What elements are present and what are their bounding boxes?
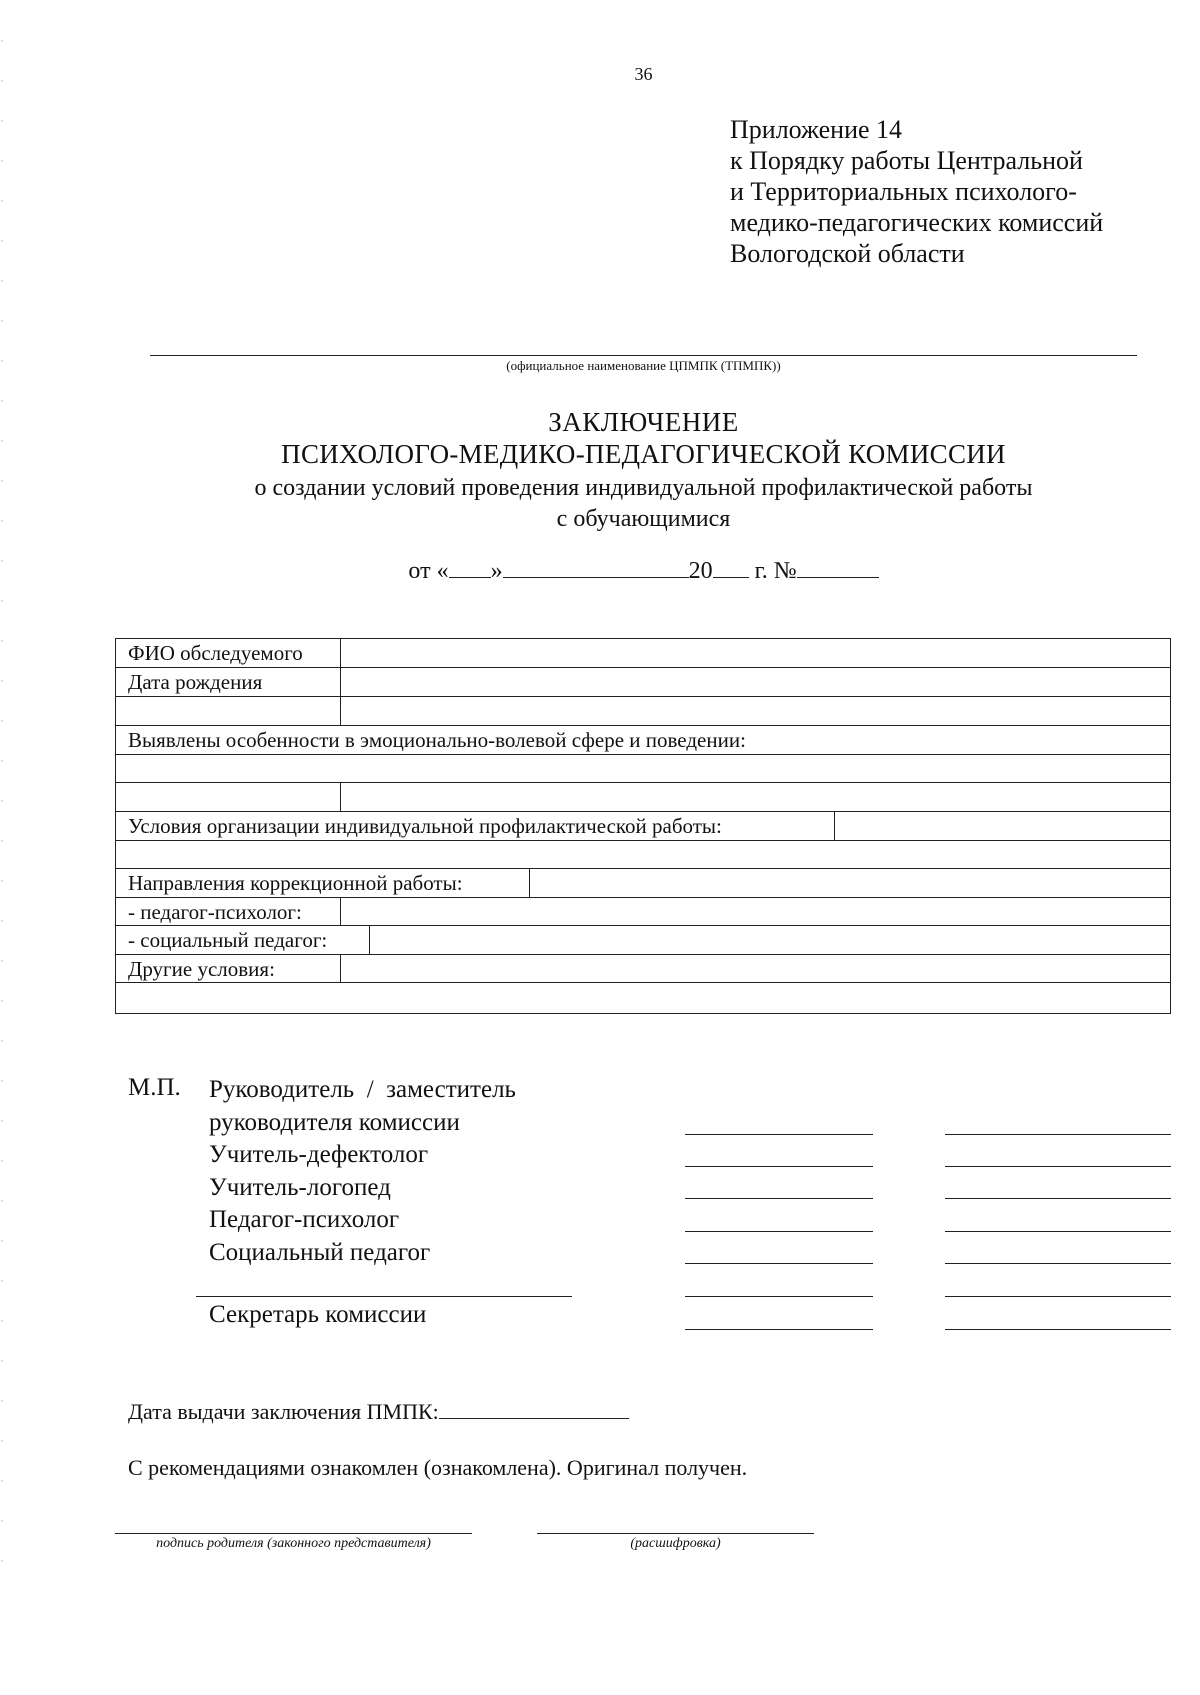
conditions-extra-field[interactable] bbox=[116, 841, 1170, 868]
issue-date-label: Дата выдачи заключения ПМПК: bbox=[128, 1399, 439, 1424]
signature-decoding-line[interactable] bbox=[945, 1134, 1171, 1135]
birth-date-label: Дата рождения bbox=[128, 670, 263, 694]
fio-label: ФИО обследуемого bbox=[128, 641, 303, 665]
signature-decoding-line[interactable] bbox=[945, 1329, 1171, 1330]
other-conditions-extra-field[interactable] bbox=[116, 983, 1170, 1012]
table-row bbox=[116, 755, 1170, 783]
directions-label: Направления коррекционной работы: bbox=[128, 871, 463, 895]
issue-date-row bbox=[128, 1396, 629, 1425]
signature-decoding-line[interactable] bbox=[945, 1166, 1171, 1167]
title-line-2: ПСИХОЛОГО-МЕДИКО-ПЕДАГОГИЧЕСКОЙ КОМИССИИ bbox=[281, 439, 1006, 469]
signature-line[interactable] bbox=[685, 1198, 873, 1199]
role-head-cont: руководителя комиссии bbox=[209, 1108, 460, 1136]
signature-line[interactable] bbox=[685, 1296, 873, 1297]
conditions-label: Условия организации индивидуальной профилактической работы: bbox=[128, 814, 722, 838]
signature-line[interactable] bbox=[685, 1166, 873, 1167]
role-social-pedagogue: Социальный педагог bbox=[209, 1238, 431, 1266]
signature-decoding-line[interactable] bbox=[945, 1198, 1171, 1199]
social-pedagogue-field[interactable] bbox=[369, 926, 1170, 954]
signature-line[interactable] bbox=[685, 1263, 873, 1264]
parent-signature-caption: подпись родителя (законного представителя) bbox=[156, 1536, 431, 1551]
decoding-line[interactable] bbox=[537, 1533, 814, 1534]
role-head: Руководитель / заместитель bbox=[209, 1076, 516, 1103]
title-line-3: о создании условий проведения индивидуальной профилактической работы bbox=[254, 475, 1033, 501]
blank-cell[interactable] bbox=[116, 783, 340, 811]
conditions-field[interactable] bbox=[834, 812, 1170, 840]
signature-line[interactable] bbox=[685, 1329, 873, 1330]
table-row bbox=[116, 639, 1170, 668]
parent-signature-line[interactable] bbox=[115, 1533, 472, 1534]
appendix-line: к Порядку работы Центральной bbox=[730, 146, 1083, 175]
role-secretary: Секретарь комиссии bbox=[209, 1301, 427, 1328]
table-row bbox=[116, 926, 1170, 955]
table-row bbox=[116, 955, 1170, 983]
table-row bbox=[116, 697, 1170, 726]
number-label: г. № bbox=[754, 558, 797, 584]
stamp-label: М.П. bbox=[128, 1074, 181, 1101]
table-row bbox=[116, 726, 1170, 755]
secretary-separator bbox=[196, 1296, 572, 1297]
page-number: 36 bbox=[634, 64, 653, 84]
document-title bbox=[150, 406, 1137, 535]
scan-margin-artifact bbox=[0, 0, 6, 1695]
features-label: Выявлены особенности в эмоционально-волевой сфере и поведении: bbox=[128, 728, 746, 752]
org-name-caption: (официальное наименование ЦПМПК (ТПМПК)) bbox=[506, 358, 781, 373]
acknowledgement-text: С рекомендациями ознакомлен (ознакомлена). Оригинал получен. bbox=[128, 1455, 748, 1480]
appendix-line: Приложение 14 bbox=[730, 115, 903, 144]
year-prefix: 20 bbox=[688, 558, 713, 584]
title-line-1: ЗАКЛЮЧЕНИЕ bbox=[548, 407, 739, 437]
psychologist-label: - педагог-психолог: bbox=[128, 900, 302, 924]
role-psychologist: Педагог-психолог bbox=[209, 1206, 400, 1233]
features-field[interactable] bbox=[116, 755, 1170, 782]
issue-date-field[interactable] bbox=[439, 1396, 629, 1419]
date-from-label: от « bbox=[408, 558, 449, 584]
signature-decoding-line[interactable] bbox=[945, 1296, 1171, 1297]
appendix-line: Вологодской области bbox=[730, 239, 965, 268]
appendix-line: медико-педагогических комиссий bbox=[730, 208, 1104, 237]
table-row bbox=[116, 783, 1170, 812]
birth-date-field[interactable] bbox=[340, 668, 1170, 696]
table-row bbox=[116, 812, 1170, 841]
psychologist-field[interactable] bbox=[340, 898, 1170, 925]
year-field[interactable] bbox=[713, 555, 749, 578]
blank-cell[interactable] bbox=[116, 697, 340, 725]
conclusion-form-table bbox=[115, 638, 1171, 1014]
fio-field[interactable] bbox=[340, 639, 1170, 667]
role-speech-therapist: Учитель-логопед bbox=[209, 1173, 391, 1201]
social-pedagogue-label: - социальный педагог: bbox=[128, 928, 328, 952]
signature-line[interactable] bbox=[685, 1231, 873, 1232]
org-name-field[interactable] bbox=[150, 355, 1137, 356]
blank-cell[interactable] bbox=[340, 697, 1170, 725]
other-conditions-field[interactable] bbox=[340, 955, 1170, 982]
document-date-line bbox=[150, 555, 1137, 585]
table-row bbox=[116, 869, 1170, 898]
signature-decoding-line[interactable] bbox=[945, 1263, 1171, 1264]
signature-decoding-line[interactable] bbox=[945, 1231, 1171, 1232]
table-row bbox=[116, 898, 1170, 926]
title-line-4: с обучающимися bbox=[556, 506, 731, 532]
table-row bbox=[116, 983, 1170, 1012]
blank-cell[interactable] bbox=[340, 783, 1170, 811]
decoding-caption: (расшифровка) bbox=[630, 1536, 721, 1551]
date-close-quote: » bbox=[490, 558, 503, 584]
month-field[interactable] bbox=[503, 555, 689, 578]
signer-roles bbox=[209, 1074, 516, 1269]
appendix-line: и Территориальных психолого- bbox=[730, 177, 1077, 206]
table-row bbox=[116, 841, 1170, 869]
appendix-header bbox=[730, 114, 1103, 269]
role-defectologist: Учитель-дефектолог bbox=[209, 1141, 429, 1168]
directions-field[interactable] bbox=[529, 869, 1170, 897]
day-field[interactable] bbox=[449, 555, 491, 578]
signature-line[interactable] bbox=[685, 1134, 873, 1135]
other-conditions-label: Другие условия: bbox=[128, 957, 275, 981]
number-field[interactable] bbox=[797, 555, 879, 578]
table-row bbox=[116, 668, 1170, 697]
